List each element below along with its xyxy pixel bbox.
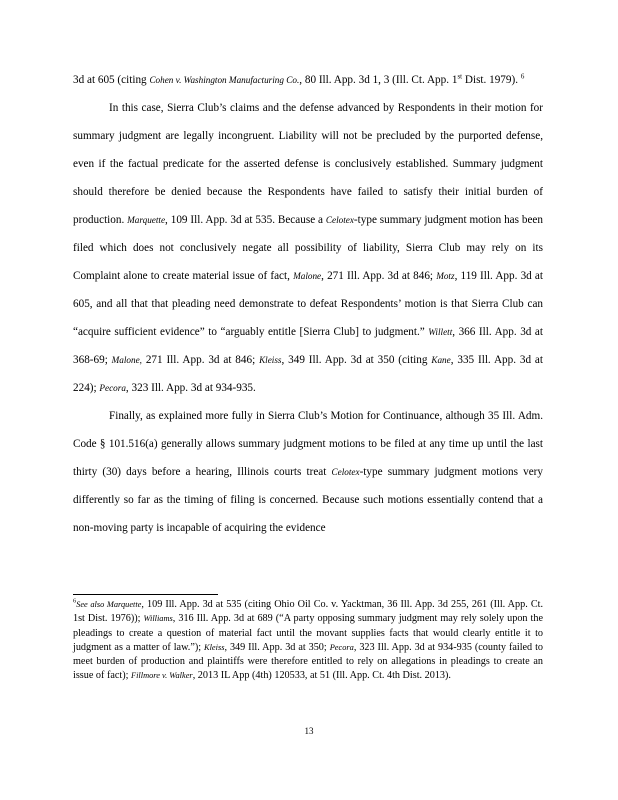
- case-citation: Celotex: [325, 215, 354, 225]
- case-citation: Pecora: [329, 642, 354, 652]
- footnotes-section: [73, 598, 543, 684]
- case-citation: Motz: [436, 271, 455, 281]
- text-run: , 349 Ill. App. 3d at 350 (citing: [281, 354, 432, 366]
- case-citation: Willett: [428, 327, 453, 337]
- text-run: , 323 Ill. App. 3d at 934-935.: [125, 382, 256, 394]
- case-citation: See also Marquette: [76, 600, 142, 609]
- text-run: , 366 Ill. App. 3d at 368-69;: [73, 326, 543, 366]
- case-citation: Kane: [431, 355, 451, 365]
- case-citation: Kleiss: [259, 355, 282, 365]
- text-run: , 109 Ill. App. 3d at 535 (citing Ohio Oil Co. v. Yacktman, 36 Ill. App. 3d 255, 261 (Ill. App. Ct. 1st Dist. 1976));: [73, 599, 544, 625]
- footnote-fn6: [73, 598, 543, 684]
- body-text: [73, 66, 543, 542]
- case-citation: Williams: [143, 614, 173, 624]
- paragraph-p1: [73, 66, 543, 94]
- text-run: , 80 Ill. App. 3d 1, 3 (Ill. Ct. App. 1: [299, 74, 458, 86]
- text-run: , 323 Ill. App. 3d at 934-935 (county failed to meet burden of production and plaintiffs were therefore entitled to rely on allegations in pleadings to create an issue of fact);: [73, 641, 544, 682]
- text-run: , 349 Ill. App. 3d at 350;: [224, 641, 330, 653]
- text-run: , 335 Ill. App. 3d at 224);: [73, 354, 543, 394]
- paragraph-p2: [73, 94, 543, 402]
- footnote-divider: [73, 594, 218, 595]
- text-run: Finally, as explained more fully in Sierra Club’s Motion for Continuance, although 35 Ill. Adm. Code § 101.516(a) generally allows summary judgment motions to be filed at any time up until the last thirty (30) days before a hearing, Illinois courts treat: [73, 410, 543, 478]
- case-citation: Marquette: [127, 215, 166, 225]
- text-run: , 316 Ill. App. 3d at 689 (“A party opposing summary judgment may rely solely upon the pleadings to create a question of material fact until the movant supplies facts that would clearly entitle it to judgment as a matter of law.”);: [73, 613, 543, 653]
- text-run: , 2013 IL App (4th) 120533, at 51 (Ill. App. Ct. 4th Dist. 2013).: [192, 670, 451, 682]
- text-run: , 271 Ill. App. 3d at 846;: [321, 270, 437, 282]
- page-number: 13: [304, 726, 314, 736]
- text-run: , 119 Ill. App. 3d at 605, and all that that pleading need demonstrate to defeat Respondents’ motion is that Sierra Club can “acquire sufficient evidence” to “arguably entitle [Sierra Club] to judgment.”: [73, 270, 543, 338]
- case-citation: Celotex: [331, 467, 360, 477]
- case-citation: Malone: [293, 271, 322, 281]
- footnote-marker: 6: [73, 597, 77, 605]
- footnote-marker: st: [457, 72, 463, 81]
- text-run: -type summary judgment motion has been filed which does not conclusively negate all possibility of liability, Sierra Club may rely on its Complaint alone to create material issue of fact,: [73, 214, 543, 282]
- case-citation: Cohen v. Washington Manufacturing Co.: [149, 75, 300, 85]
- text-run: , 109 Ill. App. 3d at 535. Because a: [165, 214, 326, 226]
- paragraph-p3: [73, 402, 543, 542]
- text-run: In this case, Sierra Club’s claims and the defense advanced by Respondents in their motion for summary judgment are legally incongruent. Liability will not be precluded by the purported defense, even if the factual predicate for the asserted defense is conclusively established. Summary judgment should therefore be denied because the Respondents have failed to satisfy their initial burden of production.: [73, 102, 543, 226]
- text-run: -type summary judgment motions very differently so far as the timing of filing is concerned. Because such motions essentially contend that a non-moving party is incapable of acquiring the evidence: [73, 466, 543, 534]
- text-run: Dist. 1979).: [462, 74, 521, 86]
- case-citation: Kleiss: [204, 642, 225, 652]
- text-run: 3d at 605 (citing: [73, 74, 150, 86]
- case-citation: Fillmore v. Walker: [131, 671, 193, 681]
- case-citation: Pecora: [99, 383, 126, 393]
- case-citation: Malone,: [111, 355, 142, 365]
- text-run: 271 Ill. App. 3d at 846;: [141, 354, 260, 366]
- footnote-marker: 6: [520, 72, 525, 81]
